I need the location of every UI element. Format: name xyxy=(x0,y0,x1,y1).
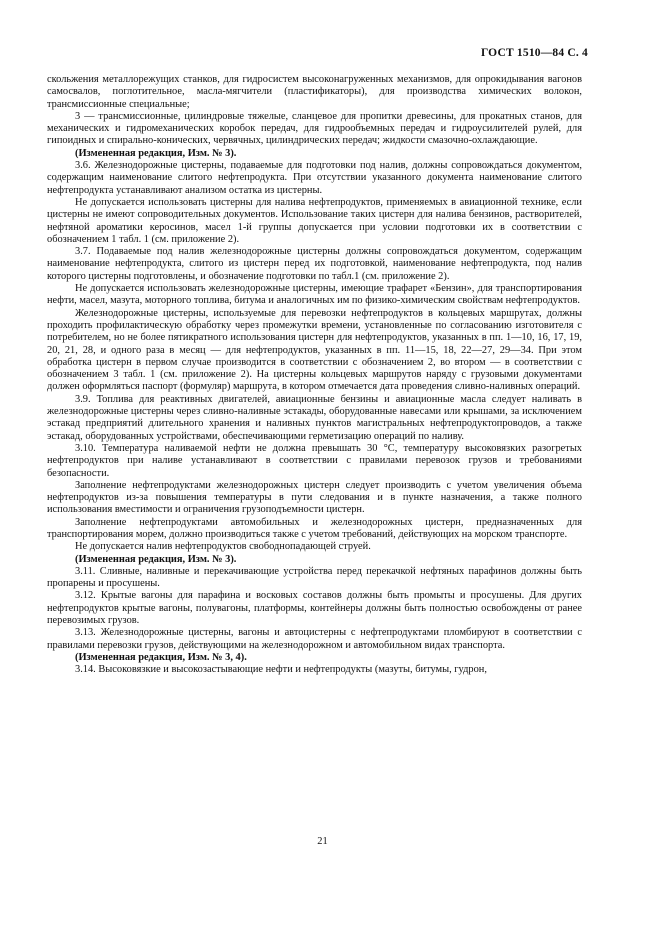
revision-note: (Измененная редакция, Изм. № 3, 4). xyxy=(75,651,247,663)
page-header: ГОСТ 1510—84 С. 4 xyxy=(480,47,588,59)
paragraph: 3.6. Железнодорожные цистерны, подаваемые для подготовки под налив, должны сопровождаться документом, содержащим наименование слитого нефтепродукта. При отсутствии указанного документа наименование слитого нефтепродукта устанавливают анализом остатка из цистерны. xyxy=(47,160,582,196)
paragraph: Железнодорожные цистерны, используемые для перевозки нефтепродуктов в кольцевых маршрутах, должны проходить профилактическую обработку через промежутки времени, установленные по согласованию изготовителя с потребителем, но не более пятикратного использования цистерн для нефтепродуктов, указанных в пп. 1—10, 16, 17, 19, 20, 21, 28, и одного раза в месяц — для нефтепродуктов, указанных в пп. 11—15, 18, 22—27, 29—34. При этом обработка цистерн в первом случае производится в соответствии с обозначением 2, во втором — в соответствии с обозначением 3 табл. 1 (см. приложение 2). На цистерны кольцевых маршрутов наряду с грузовыми документами должен оформляться паспорт (формуляр) маршрута, в котором отмечается дата проведения сливно-наливных операций. xyxy=(47,307,582,393)
paragraph: 3.13. Железнодорожные цистерны, вагоны и автоцистерны с нефтепродуктами пломбируют в соответствии с правилами перевозки грузов, действующими на железнодорожном и автомобильном видах транспорта. xyxy=(47,627,582,651)
paragraph: 3 — трансмиссионные, цилиндровые тяжелые, сланцевое для пропитки древесины, для прокатных станов, для механических и гидромеханических коробок передач, для гидрообъемных передач и гидроусилителей рулей, для гипоидных и спирально-конических, червячных, цилиндрических передач; жидкости смазочно-охлаждающие. xyxy=(47,110,582,147)
paragraph: Заполнение нефтепродуктами железнодорожных цистерн следует производить с учетом увеличения объема нефтепродуктов из-за повышения температуры в пути следования и в пункте назначения, а также полного использования вместимости и ограничения грузоподъемности цистерн. xyxy=(47,479,582,516)
paragraph: Не допускается использовать цистерны для налива нефтепродуктов, применяемых в авиационной технике, если цистерны не имеют сопроводительных документов. Использование таких цистерн для налива бензинов, растворителей, нефтяной ароматики керосинов, масел 1-й группы допускается при условии подготовки их в соответствии с обозначением 1 табл. 1 (см. приложение 2). xyxy=(47,196,582,245)
paragraph: 3.7. Подаваемые под налив железнодорожные цистерны должны сопровождаться документом, содержащим наименование нефтепродукта, слитого из цистерн перед их подготовкой, наименование нефтепродукта, под налив которого цистерны подготовлены, и обозначение подготовки по табл.1 (см. приложение 2). xyxy=(47,246,582,282)
revision-note: (Измененная редакция, Изм. № 3). xyxy=(75,553,237,565)
paragraph: 3.10. Температура наливаемой нефти не должна превышать 30 °C, температуру высоковязких разогретых нефтепродуктов при наливе устанавливают в соответствии с правилами перевозок грузов и требованиями безопасности. xyxy=(47,442,582,479)
paragraph: скольжения металлорежущих станков, для гидросистем высоконагруженных механизмов, для опрокидывания вагонов самосвалов, поглотительное, масла-мягчители (пластификаторы), для производства химических волокон, трансмиссионные специальные; xyxy=(47,74,582,110)
paragraph: 3.14. Высоковязкие и высокозастывающие нефти и нефтепродукты (мазуты, битумы, гудрон, xyxy=(75,664,487,676)
revision-note: (Измененная редакция, Изм. № 3). xyxy=(75,147,237,159)
paragraph: 3.9. Топлива для реактивных двигателей, авиационные бензины и авиационные масла следует наливать в железнодорожные цистерны через сливно-наливные эстакады, оборудованные навесами или крышами, за исключением эстакад предприятий длительного хранения и наливных пунктов магистральных нефтепродуктопроводов, а также эстакад, оборудованных устройствами, обеспечивающими герметизацию операций по наливу. xyxy=(47,393,582,442)
paragraph: 3.12. Крытые вагоны для парафина и восковых составов должны быть промыты и просушены. Для других нефтепродуктов крытые вагоны, полувагоны, платформы, контейнеры должны быть полностью освобождены от ранее перевозимых грузов. xyxy=(47,590,582,627)
document-body xyxy=(47,74,582,677)
paragraph: Не допускается использовать железнодорожные цистерны, имеющие трафарет «Бензин», для транспортирования нефти, масел, мазута, моторного топлива, битума и аналогичных им по физико-химическим свойствам нефтепродуктов. xyxy=(47,283,582,307)
paragraph: 3.11. Сливные, наливные и перекачивающие устройства перед перекачкой нефтяных парафинов должны быть пропарены и просушены. xyxy=(47,565,582,590)
page-number: 21 xyxy=(317,836,328,847)
paragraph: Заполнение нефтепродуктами автомобильных и железнодорожных цистерн, предназначенных для транспортирования морем, должно производиться также с учетом требований, действующих на морском транспорте. xyxy=(47,516,582,540)
paragraph: Не допускается налив нефтепродуктов свободнопадающей струей. xyxy=(75,541,371,553)
